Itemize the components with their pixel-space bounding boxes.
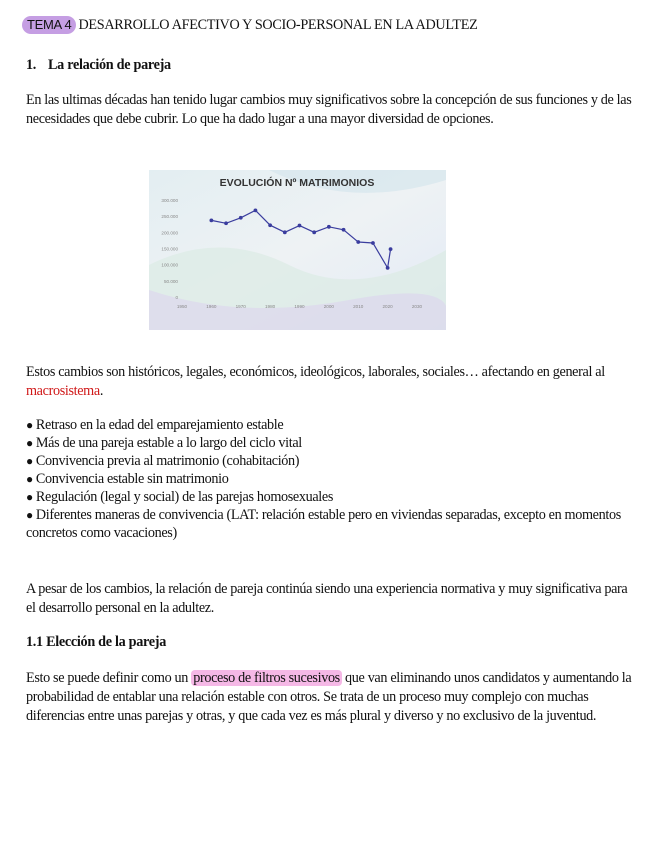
bullet-icon: ●	[26, 490, 33, 504]
document-title	[22, 17, 478, 34]
changes-paragraph	[26, 363, 636, 401]
data-point	[327, 225, 331, 229]
x-tick-label: 2020	[382, 304, 393, 309]
macrosistema-term: macrosistema	[26, 383, 100, 399]
chart-title: EVOLUCIÓN Nº MATRIMONIOS	[219, 177, 375, 189]
y-tick-label: 250.000	[161, 214, 178, 220]
section-heading-1-1: 1.1 Elección de la pareja	[26, 634, 167, 650]
y-tick-label: 100.000	[161, 262, 178, 268]
intro-paragraph: En las ultimas décadas han tenido lugar cambios muy significativos sobre la concepción de sus funciones y de las necesidades que debe cubrir. Lo que ha dado lugar a una mayor diversidad de opciones.	[26, 92, 632, 127]
title-text: DESARROLLO AFECTIVO Y SOCIO-PERSONAL EN LA ADULTEZ	[78, 17, 478, 33]
bullet-icon: ●	[26, 508, 33, 522]
list-item: ● Retraso en la edad del emparejamiento estable	[26, 417, 284, 433]
x-tick-label: 1970	[235, 304, 246, 309]
data-point	[254, 208, 258, 212]
bullet-icon: ●	[26, 454, 33, 468]
y-tick-label: 150.000	[161, 246, 178, 252]
data-point	[298, 224, 302, 228]
marriage-chart	[149, 170, 446, 330]
changes-end: .	[99, 383, 104, 399]
x-tick-label: 1950	[176, 304, 188, 309]
list-item: ● Diferentes maneras de convivencia (LAT: relación estable pero en viviendas separadas, excepto en momentos concretos como vacaciones)	[26, 507, 621, 541]
data-point	[224, 221, 228, 225]
x-tick-label: 2010	[353, 304, 364, 309]
list-item: ● Más de una pareja estable a lo largo del ciclo vital	[26, 435, 302, 451]
y-tick-label: 300.000	[161, 198, 178, 203]
bullet-icon: ●	[26, 436, 33, 450]
data-point	[389, 247, 393, 251]
data-point	[268, 223, 272, 227]
list-item: ● Convivencia estable sin matrimonio	[26, 471, 229, 487]
data-point	[356, 240, 360, 244]
data-point	[342, 228, 346, 232]
data-point	[386, 266, 390, 270]
list-item: ● Regulación (legal y social) de las parejas homosexuales	[26, 489, 334, 505]
x-tick-label: 2000	[323, 304, 334, 309]
changes-text: Estos cambios son históricos, legales, económicos, ideológicos, laborales, sociales… afectando en general al	[26, 364, 605, 380]
section-title: La relación de pareja	[48, 57, 171, 73]
tema-badge: TEMA 4	[22, 16, 76, 34]
bullet-icon: ●	[26, 472, 33, 486]
list-item: ● Convivencia previa al matrimonio (cohabitación)	[26, 453, 300, 469]
data-point	[312, 230, 316, 234]
y-tick-label: 50.000	[163, 278, 178, 284]
data-point	[239, 216, 243, 220]
x-tick-label: 1980	[265, 304, 276, 309]
x-tick-label: 1990	[294, 304, 305, 309]
x-tick-label: 1960	[206, 304, 217, 309]
bullet-icon: ●	[26, 418, 33, 432]
changes-list	[26, 416, 636, 542]
section-number: 1.	[26, 57, 37, 73]
data-point	[209, 218, 213, 222]
y-tick-label: 200.000	[161, 230, 178, 236]
section-heading-1	[26, 57, 171, 74]
conclusion-paragraph: A pesar de los cambios, la relación de pareja continúa siendo una experiencia normativa y muy significativa para el desarrollo personal en la adultez.	[26, 581, 628, 616]
data-point	[371, 241, 375, 245]
data-point	[283, 230, 287, 234]
chart-svg	[149, 170, 446, 330]
highlight-term: proceso de filtros sucesivos	[193, 670, 340, 686]
election-paragraph: Esto se puede definir como un proceso de filtros sucesivos que van eliminando unos candidatos y aumentando la probabilidad de entablar una relación estable con otros. Se trata de un proceso muy complejo con muchas diferencias entre unas parejas y otras, y que cada vez es más plural y diverso y no exclusivo de la juventud.	[26, 670, 632, 724]
x-tick-label: 2030	[411, 304, 423, 309]
y-tick-label: 0	[175, 295, 178, 300]
